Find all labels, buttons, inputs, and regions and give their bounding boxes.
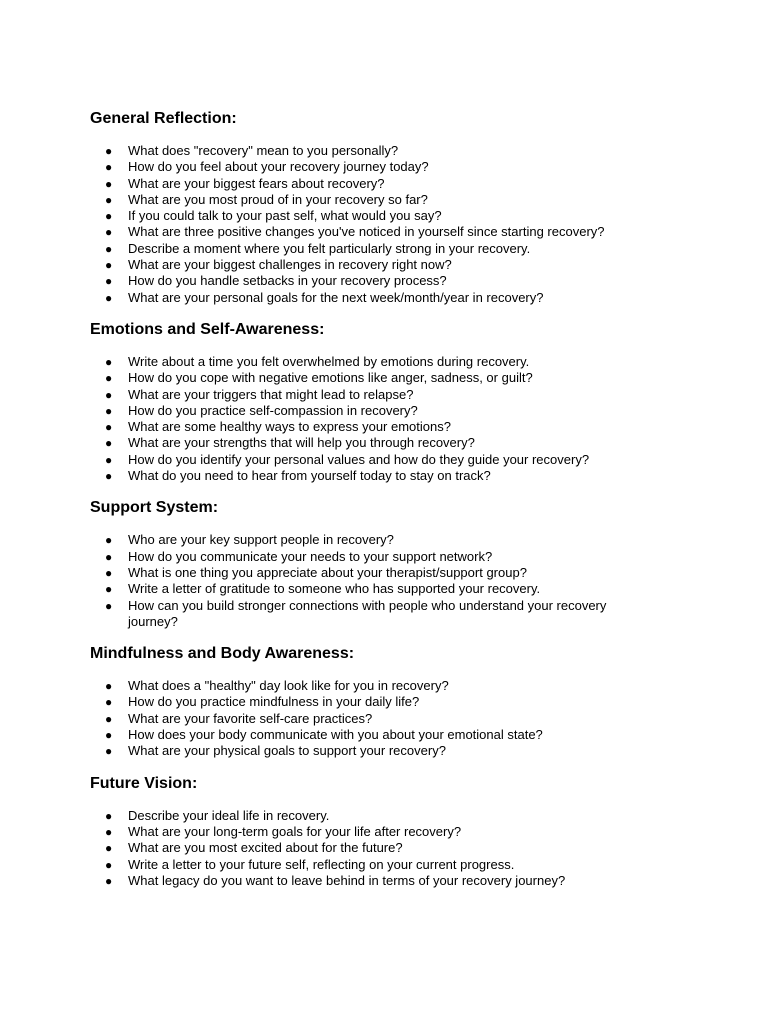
prompt-text: Write a letter to your future self, reflecting on your current progress. xyxy=(128,856,515,872)
prompt-text: How do you feel about your recovery journey today? xyxy=(128,159,429,175)
list-item xyxy=(90,290,650,306)
bullet-icon: ● xyxy=(105,824,113,839)
list-item xyxy=(90,159,650,175)
bullet-icon: ● xyxy=(105,403,113,418)
prompt-text: What are your long-term goals for your life after recovery? xyxy=(128,823,462,839)
bullet-icon: ● xyxy=(105,873,113,888)
prompt-text: How do you identify your personal values and how do they guide your recovery? xyxy=(128,451,590,467)
bullet-icon: ● xyxy=(105,354,113,369)
bullet-icon: ● xyxy=(105,744,113,759)
bullet-icon: ● xyxy=(105,728,113,743)
prompt-list xyxy=(90,532,650,630)
bullet-icon: ● xyxy=(105,371,113,386)
list-item xyxy=(90,257,650,273)
section-title: Mindfulness and Body Awareness: xyxy=(90,645,355,663)
list-item xyxy=(90,192,650,208)
list-item xyxy=(90,273,650,289)
prompt-text: How do you cope with negative emotions like anger, sadness, or guilt? xyxy=(128,370,533,386)
document-page xyxy=(90,108,650,889)
bullet-icon: ● xyxy=(105,452,113,467)
prompt-text: How do you practice mindfulness in your daily life? xyxy=(128,694,420,710)
bullet-icon: ● xyxy=(105,241,113,256)
prompt-text: What are some healthy ways to express your emotions? xyxy=(128,419,451,435)
list-item xyxy=(90,468,650,484)
prompt-text: Write about a time you felt overwhelmed by emotions during recovery. xyxy=(128,353,530,369)
prompt-text: Write a letter of gratitude to someone who has supported your recovery. xyxy=(128,581,541,597)
section-title: Future Vision: xyxy=(90,774,198,792)
list-item xyxy=(90,241,650,257)
list-item xyxy=(90,419,650,435)
prompt-text: How can you build stronger connections with people who understand your recovery journey? xyxy=(128,597,607,629)
bullet-icon: ● xyxy=(105,549,113,564)
prompt-text: What are your strengths that will help you through recovery? xyxy=(128,435,475,451)
prompt-text: What do you need to hear from yourself today to stay on track? xyxy=(128,468,491,484)
bullet-icon: ● xyxy=(105,857,113,872)
list-item xyxy=(90,678,650,694)
list-item xyxy=(90,354,650,370)
prompt-text: How does your body communicate with you about your emotional state? xyxy=(128,727,543,743)
list-item xyxy=(90,143,650,159)
list-item xyxy=(90,711,650,727)
list-item xyxy=(90,727,650,743)
prompt-list xyxy=(90,808,650,889)
bullet-icon: ● xyxy=(105,258,113,273)
list-item xyxy=(90,208,650,224)
bullet-icon: ● xyxy=(105,160,113,175)
bullet-icon: ● xyxy=(105,274,113,289)
bullet-icon: ● xyxy=(105,695,113,710)
prompt-text: What are your triggers that might lead to relapse? xyxy=(128,386,414,402)
bullet-icon: ● xyxy=(105,176,113,191)
bullet-icon: ● xyxy=(105,565,113,580)
bullet-icon: ● xyxy=(105,598,113,613)
list-item xyxy=(90,565,650,581)
list-item xyxy=(90,532,650,548)
bullet-icon: ● xyxy=(105,387,113,402)
bullet-icon: ● xyxy=(105,290,113,305)
prompt-list xyxy=(90,678,650,759)
prompt-text: Describe your ideal life in recovery. xyxy=(128,807,330,823)
prompt-text: What are three positive changes you've noticed in yourself since starting recovery? xyxy=(128,224,605,240)
bullet-icon: ● xyxy=(105,225,113,240)
bullet-icon: ● xyxy=(105,582,113,597)
prompt-text: What legacy do you want to leave behind in terms of your recovery journey? xyxy=(128,872,566,888)
prompt-text: What are your biggest fears about recovery? xyxy=(128,175,385,191)
section-general-reflection xyxy=(90,108,650,306)
section-title: General Reflection: xyxy=(90,110,237,127)
section-future-vision xyxy=(90,773,650,889)
list-item xyxy=(90,387,650,403)
bullet-icon: ● xyxy=(105,711,113,726)
bullet-icon: ● xyxy=(105,420,113,435)
bullet-icon: ● xyxy=(105,679,113,694)
prompt-list xyxy=(90,354,650,484)
prompt-text: What does "recovery" mean to you personally? xyxy=(128,143,399,158)
prompt-text: Who are your key support people in recovery? xyxy=(128,532,394,548)
list-item xyxy=(90,824,650,840)
section-emotions-self-awareness xyxy=(90,319,650,484)
section-support-system xyxy=(90,497,650,630)
bullet-icon: ● xyxy=(105,533,113,548)
bullet-icon: ● xyxy=(105,469,113,484)
bullet-icon: ● xyxy=(105,209,113,224)
bullet-icon: ● xyxy=(105,841,113,856)
bullet-icon: ● xyxy=(105,436,113,451)
list-item xyxy=(90,598,650,631)
list-item xyxy=(90,176,650,192)
list-item xyxy=(90,370,650,386)
list-item xyxy=(90,224,650,240)
bullet-icon: ● xyxy=(105,144,113,158)
prompt-text: How do you practice self-compassion in recovery? xyxy=(128,402,418,418)
bullet-icon: ● xyxy=(105,808,113,823)
prompt-text: What are you most proud of in your recovery so far? xyxy=(128,191,428,207)
prompt-list xyxy=(90,143,650,306)
section-title: Emotions and Self-Awareness: xyxy=(90,320,325,338)
prompt-text: What are your physical goals to support your recovery? xyxy=(128,743,446,759)
prompt-text: How do you handle setbacks in your recovery process? xyxy=(128,273,447,289)
prompt-text: What are your favorite self-care practices? xyxy=(128,710,373,726)
list-item xyxy=(90,743,650,759)
list-item xyxy=(90,840,650,856)
list-item xyxy=(90,549,650,565)
list-item xyxy=(90,403,650,419)
list-item xyxy=(90,857,650,873)
list-item xyxy=(90,452,650,468)
prompt-text: How do you communicate your needs to your support network? xyxy=(128,548,493,564)
section-mindfulness-body-awareness xyxy=(90,643,650,759)
list-item xyxy=(90,694,650,710)
bullet-icon: ● xyxy=(105,192,113,207)
prompt-text: What does a "healthy" day look like for you in recovery? xyxy=(128,678,449,694)
prompt-text: If you could talk to your past self, what would you say? xyxy=(128,208,442,224)
prompt-text: Describe a moment where you felt particularly strong in your recovery. xyxy=(128,240,531,256)
list-item xyxy=(90,581,650,597)
list-item xyxy=(90,435,650,451)
prompt-text: What are you most excited about for the future? xyxy=(128,840,403,856)
prompt-text: What are your personal goals for the next week/month/year in recovery? xyxy=(128,289,544,305)
list-item xyxy=(90,808,650,824)
prompt-text: What are your biggest challenges in recovery right now? xyxy=(128,257,452,273)
prompt-text: What is one thing you appreciate about your therapist/support group? xyxy=(128,564,527,580)
list-item xyxy=(90,873,650,889)
section-title: Support System: xyxy=(90,499,219,517)
